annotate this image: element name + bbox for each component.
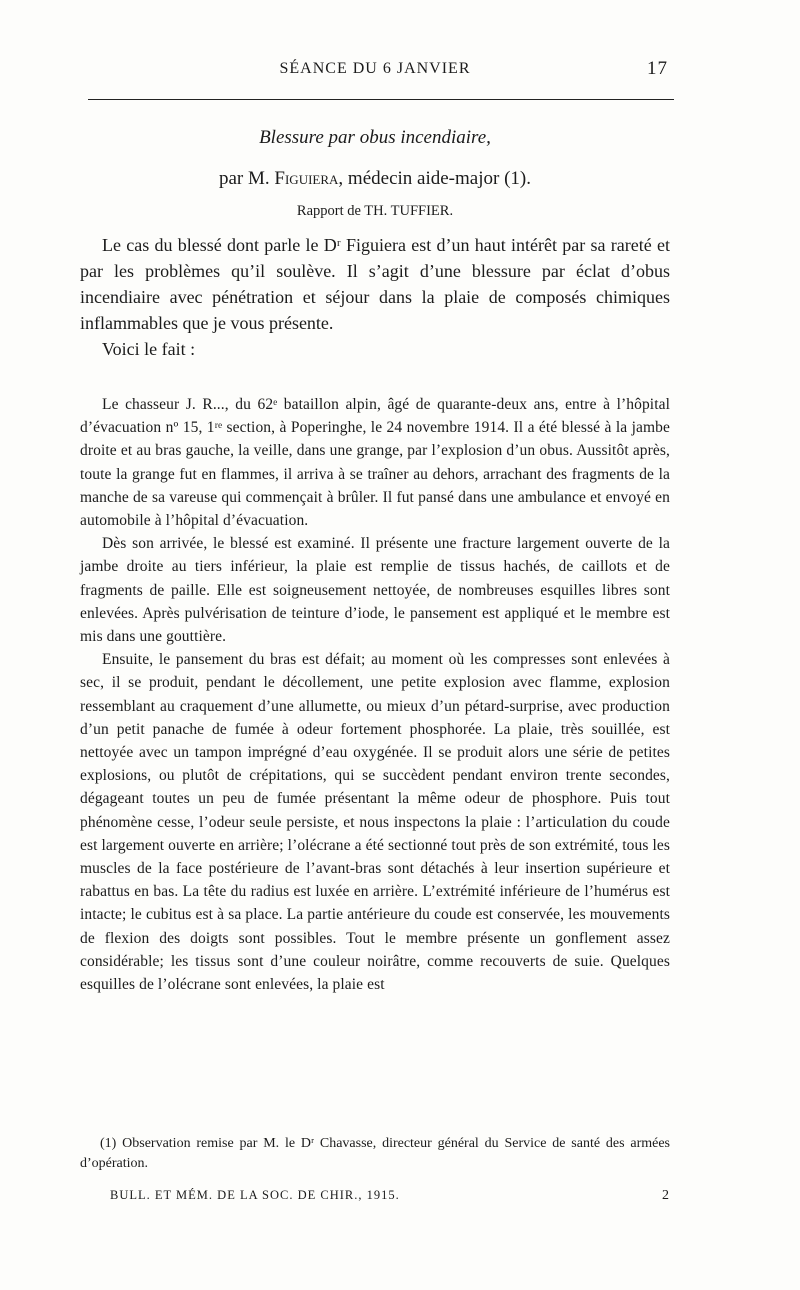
page-number: 17 bbox=[647, 58, 668, 79]
observation-paragraph-2: Dès son arrivée, le blessé est examiné. Il présente une fracture largement ouverte de la jambe droite au tiers inférieur, la plaie est remplie de tissus hachés, de caillots et de fragments de paille. Elle est soigneusement nettoyée, de nombreuses esquilles libres sont enlevées. Après pulvérisation de teinture d’iode, le pansement est appliqué et le membre est mis dans une gouttière. bbox=[80, 535, 670, 646]
journal-citation: BULL. ET MÉM. DE LA SOC. DE CHIR., 1915. bbox=[110, 1188, 400, 1202]
intro-paragraph: Le cas du blessé dont parle le Dʳ Figuiera est d’un haut intérêt par sa rareté et par les problèmes qu’il soulève. Il s’agit d’une blessure par éclat d’obus incendiaire avec pénétration et séjour dans la plaie de composés chimiques inflammables que je vous présente. bbox=[80, 235, 670, 333]
header-rule bbox=[88, 99, 674, 100]
byline bbox=[80, 168, 670, 190]
running-head bbox=[80, 60, 670, 82]
byline-prefix: par M. bbox=[219, 168, 270, 189]
footnote-text: (1) Observation remise par M. le Dʳ Chavasse, directeur général du Service de santé des armées d’opération. bbox=[80, 1136, 670, 1171]
report-line: Rapport de TH. TUFFIER. bbox=[296, 203, 454, 219]
running-title: SÉANCE DU 6 JANVIER bbox=[279, 60, 471, 77]
voici-line: Voici le fait : bbox=[102, 339, 196, 359]
observation-section bbox=[80, 393, 670, 996]
observation-paragraph-3: Ensuite, le pansement du bras est défait; au moment où les compresses sont enlevées à sec, il se produit, pendant le décollement, une petite explosion avec flamme, explosion ressemblant au craquement d’une allumette, ou mieux d’un pétard-surprise, avec production d’un petit panache de fumée à odeur fortement phosphorée. La plaie, très souillée, est nettoyée avec un tampon imprégné d’eau oxygénée. Il se produit alors une série de petites explosions, ou plutôt de crépitations, qui se succèdent pendant environ trente secondes, dégageant toutes un peu de fumée présentant la même odeur de phosphore. Puis tout phénomène cesse, l’odeur seule persiste, et nous inspectons la plaie : l’articulation du coude est largement ouverte en arrière; l’olécrane a été sectionné tout près de son extrémité, tous les muscles de la face postérieure de l’avant-bras sont détachés à leur insertion supérieure et rabattus en bas. La tête du radius est luxée en arrière. L’extrémité inférieure de l’humérus est intacte; le cubitus est à sa place. La partie antérieure du coude est conservée, les mouvements de flexion des doigts sont possibles. Tout le membre présente un gonflement assez considérable; les tissus sont d’une couleur noirâtre, comme recouverts de suie. Quelques esquilles de l’olécrane sont enlevées, la plaie est bbox=[80, 651, 670, 994]
observation-paragraph-1: Le chasseur J. R..., du 62ᵉ bataillon alpin, âgé de quarante-deux ans, entre à l’hôpital d’évacuation nº 15, 1ʳᵉ section, à Poperinghe, le 24 novembre 1914. Il a été blessé à la jambe droite et au bras gauche, la veille, dans une grange, par l’explosion d’un obus. Aussitôt après, toute la grange fut en flammes, il arriva à se traîner au dehors, arrachant des fragments de la manche de sa vareuse qui commençait à brûler. Il fut pansé dans une ambulance et envoyé en automobile à l’hôpital d’évacuation. bbox=[80, 396, 670, 530]
page-footer bbox=[110, 1188, 670, 1203]
signature-mark: 2 bbox=[662, 1188, 670, 1203]
byline-suffix: , médecin aide-major (1). bbox=[338, 168, 531, 189]
author-name: Figuiera bbox=[274, 168, 339, 189]
footnote bbox=[80, 1134, 670, 1174]
article-title: Blessure par obus incendiaire, bbox=[259, 127, 491, 148]
intro-section bbox=[80, 232, 670, 362]
